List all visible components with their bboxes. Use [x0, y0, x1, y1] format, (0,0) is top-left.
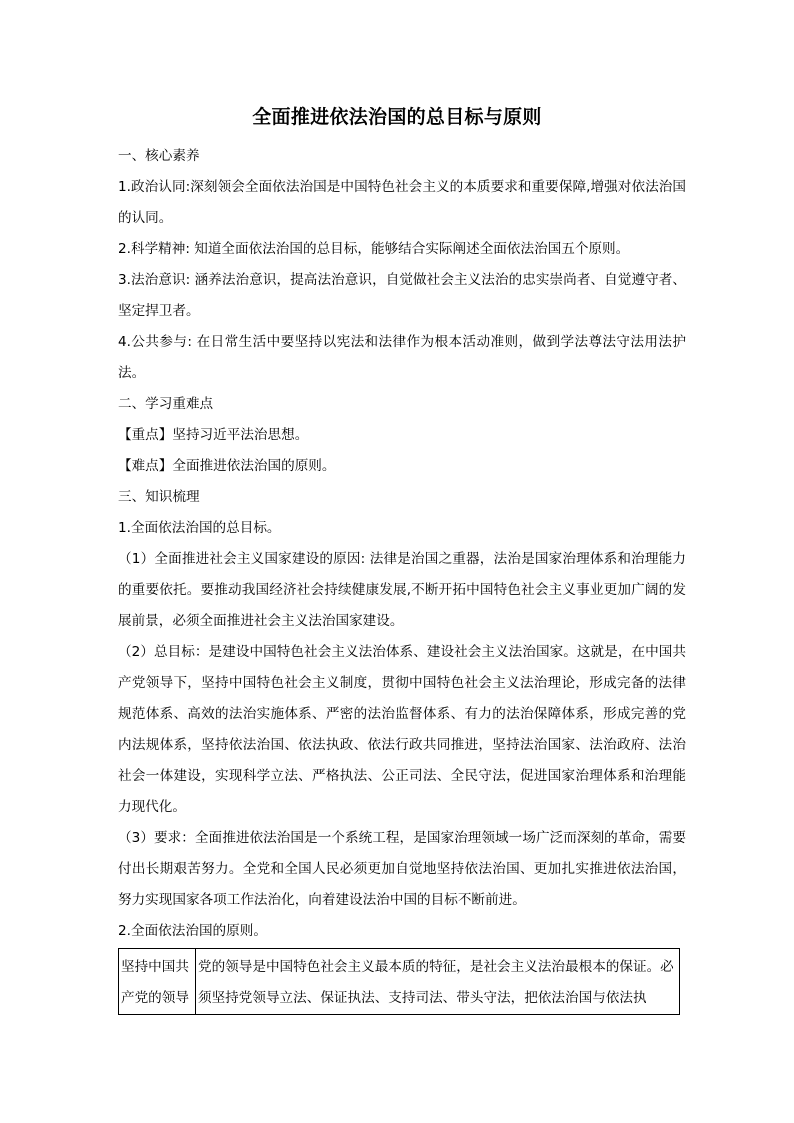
paragraph-rule-of-law-awareness: 3.法治意识: 涵养法治意识，提高法治意识，自觉做社会主义法治的忠实崇尚者、自觉遵守者、坚定捍卫者。 — [118, 272, 686, 319]
table-row-header: 坚持中国共产党的领导 — [119, 949, 196, 1015]
principles-table — [118, 948, 680, 1015]
subheading-principles: 2.全面依法治国的原则。 — [118, 923, 267, 939]
page-title: 全面推进依法治国的总目标与原则 — [252, 106, 542, 128]
section-heading-core-literacy: 一、核心素养 — [118, 148, 200, 164]
table-row-content: 党的领导是中国特色社会主义最本质的特征，是社会主义法治最根本的保证。必须坚持党领导立法、保证执法、支持司法、带头守法，把依法治国与依法执 — [196, 949, 680, 1015]
section-heading-key-points: 二、学习重难点 — [118, 396, 214, 412]
section-heading-knowledge: 三、知识梳理 — [118, 489, 200, 505]
subheading-overall-goal: 1.全面依法治国的总目标。 — [118, 520, 281, 536]
paragraph-requirements: （3）要求：全面推进依法治国是一个系统工程，是国家治理领域一场广泛而深刻的革命，需要付出长期艰苦努力。全党和全国人民必须更加自觉地坚持依法治国、更加扎实推进依法治国，努力实现国家各项工作法治化，向着建设法治中国的目标不断前进。 — [118, 830, 686, 908]
paragraph-reason: （1）全面推进社会主义国家建设的原因: 法律是治国之重器，法治是国家治理体系和治理能力的重要依托。要推动我国经济社会持续健康发展,不断开拓中国特色社会主义事业更加广阔的发展前景，必须全面推进社会主义法治国家建设。 — [118, 551, 686, 629]
paragraph-difficult-point: 【难点】全面推进依法治国的原则。 — [118, 458, 336, 474]
paragraph-scientific-spirit: 2.科学精神: 知道全面依法治国的总目标，能够结合实际阐述全面依法治国五个原则。 — [118, 241, 630, 257]
paragraph-overall-goal: （2）总目标：是建设中国特色社会主义法治体系、建设社会主义法治国家。这就是，在中国共产党领导下，坚持中国特色社会主义制度，贯彻中国特色社会主义法治理论，形成完备的法律规范体系、高效的法治实施体系、严密的法治监督体系、有力的法治保障体系，形成完善的党内法规体系，坚持依法治国、依法执政、依法行政共同推进，坚持法治国家、法治政府、法治社会一体建设，实现科学立法、严格执法、公正司法、全民守法，促进国家治理体系和治理能力现代化。 — [118, 644, 686, 815]
document-body — [118, 141, 686, 1015]
paragraph-key-point: 【重点】坚持习近平法治思想。 — [118, 427, 309, 443]
paragraph-public-participation: 4.公共参与: 在日常生活中要坚持以宪法和法律作为根本活动准则，做到学法尊法守法用法护法。 — [118, 334, 686, 381]
paragraph-political-identity: 1.政治认同:深刻领会全面依法治国是中国特色社会主义的本质要求和重要保障,增强对依法治国的认同。 — [118, 179, 686, 226]
table-row — [119, 949, 680, 1015]
